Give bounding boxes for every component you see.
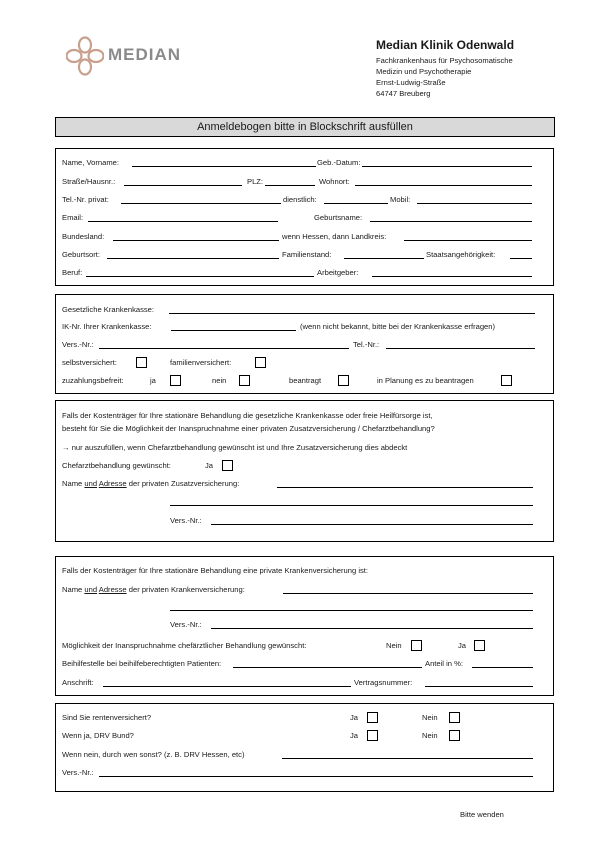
share-label: Anteil in %: [425,659,463,668]
private-yes-checkbox[interactable] [474,640,485,651]
pension-no-label: Nein [422,713,438,722]
email-label: Email: [62,213,84,222]
city-label: Wohnort: [319,177,350,186]
insurance-phone-label: Tel.-Nr.: [353,340,380,349]
copay-no-label: nein [212,376,227,385]
ik-number-label: IK-Nr. Ihrer Krankenkasse: [62,322,152,331]
district-input[interactable] [404,240,532,241]
address-input[interactable] [103,686,351,687]
mobile-label: Mobil: [390,195,411,204]
address-line: Ernst-Ludwig-Straße [376,78,446,87]
logo-wordmark: MEDIAN [108,45,182,64]
street-label: Straße/Hausnr.: [62,177,116,186]
supplementary-number-input[interactable] [211,524,533,525]
name-word: Name [62,585,83,594]
und-word: und [84,479,98,488]
state-input[interactable] [113,240,279,241]
state-label: Bundesland: [62,232,105,241]
private-intro-text: Falls der Kostenträger für Ihre stationäre Behandlung eine private Krankenversicherung ist: [62,566,369,575]
und-word: und [84,585,98,594]
private-insurance-label [62,585,245,594]
marital-status-input[interactable] [344,258,424,259]
chief-intro-text: Falls der Kostenträger für Ihre stationäre Behandlung die gesetzliche Krankenkasse oder freie Heilfürsorge ist, [62,411,433,420]
median-logo [66,36,190,76]
supplementary-insurance-label [62,479,239,488]
copay-no-checkbox[interactable] [239,375,250,386]
private-number-input[interactable] [211,628,533,629]
drv-yes-label: Ja [350,731,359,740]
pension-question-1: Sind Sie rentenversichert? [62,713,152,722]
name-word: Name [62,479,83,488]
marital-status-label: Familienstand: [282,250,332,259]
family-insured-label: familienversichert: [170,358,232,367]
pension-other-input[interactable] [282,758,533,759]
employer-label: Arbeitgeber: [317,268,359,277]
contract-number-input[interactable] [425,686,533,687]
drv-yes-checkbox[interactable] [367,730,378,741]
pension-yes-label: Ja [350,713,359,722]
phone-private-label: Tel.-Nr. privat: [62,195,109,204]
chief-treatment-label: Möglichkeit der Inanspruchnahme chefärztlicher Behandlung gewünscht: [62,641,307,650]
ik-number-input[interactable] [171,330,296,331]
chief-intro-text-2: besteht für Sie die Möglichkeit der Inanspruchnahme einer privaten Zusatzversicherung / Chefarztbehandlung? [62,424,435,433]
address-line: Medizin und Psychotherapie [376,67,472,76]
copay-yes-label: ja [150,376,156,385]
insurance-number-label: Vers.-Nr.: [62,340,94,349]
pension-no-checkbox[interactable] [449,712,460,723]
street-input[interactable] [124,185,242,186]
insurance-section [55,294,554,394]
personal-data-section [55,148,554,286]
contract-number-label: Vertragsnummer: [354,678,413,687]
name-input[interactable] [132,166,316,167]
clinic-name: Median Klinik Odenwald [376,38,515,52]
copay-applied-label: beantragt [289,376,322,385]
chief-yes-checkbox[interactable] [222,460,233,471]
supplementary-insurance-input[interactable] [277,487,533,488]
clinic-address-block [376,38,576,99]
pension-number-input[interactable] [99,776,533,777]
supplementary-number-label: Vers.-Nr.: [170,516,202,525]
birthplace-input[interactable] [107,258,279,259]
pension-section [55,703,554,792]
supplementary-insurance-input-2[interactable] [170,505,533,506]
insurance-phone-input[interactable] [386,348,535,349]
beihilfe-label: Beihilfestelle bei beihilfeberechtigten Patienten: [62,659,222,668]
private-no-label: Nein [386,641,402,650]
share-input[interactable] [472,667,533,668]
insurance-provider-input[interactable] [169,313,535,314]
city-input[interactable] [355,185,532,186]
nationality-input[interactable] [510,258,532,259]
private-insurance-input-2[interactable] [170,610,533,611]
birthplace-label: Geburtsort: [62,250,100,259]
district-label: wenn Hessen, dann Landkreis: [282,232,387,241]
zip-label: PLZ: [247,177,264,186]
copay-planned-label: in Planung es zu beantragen [377,376,474,385]
beihilfe-input[interactable] [233,667,422,668]
insurance-provider-label: Gesetzliche Krankenkasse: [62,305,155,314]
adresse-word: Adresse [98,585,127,594]
pension-question-2: Wenn ja, DRV Bund? [62,731,134,740]
private-insurance-section [55,556,554,696]
ik-number-hint: (wenn nicht bekannt, bitte bei der Krankenkasse erfragen) [300,322,496,331]
private-no-checkbox[interactable] [411,640,422,651]
copay-exempt-label: zuzahlungsbefreit: [62,376,124,385]
birthdate-label: Geb.-Datum: [317,158,361,167]
chief-wish-label: Chefarztbehandlung gewünscht: [62,461,171,470]
zip-input[interactable] [265,185,315,186]
median-logo-icon [66,36,104,76]
pension-number-label: Vers.-Nr.: [62,768,94,777]
copay-planned-checkbox[interactable] [501,375,512,386]
insurance-number-input[interactable] [99,348,349,349]
name-label: Name, Vorname: [62,158,119,167]
private-number-label: Vers.-Nr.: [170,620,202,629]
family-insured-checkbox[interactable] [255,357,266,368]
birthdate-input[interactable] [362,166,532,167]
email-input[interactable] [88,221,278,222]
chief-yes-label: Ja [205,461,214,470]
chief-physician-section [55,400,554,542]
page-footer: Bitte wenden [460,810,504,819]
job-input[interactable] [86,276,314,277]
address-label: Anschrift: [62,678,94,687]
self-insured-label: selbstversichert: [62,358,117,367]
label-rest: der privaten Zusatzversicherung: [128,479,240,488]
address-line: 64747 Breuberg [376,89,431,98]
birthname-input[interactable] [370,221,532,222]
employer-input[interactable] [372,276,532,277]
form-title: Anmeldebogen bitte in Blockschrift ausfüllen [55,117,555,137]
copay-yes-checkbox[interactable] [170,375,181,386]
drv-no-checkbox[interactable] [449,730,460,741]
address-line: Fachkrankenhaus für Psychosomatische [376,56,513,65]
label-rest: der privaten Krankenversicherung: [128,585,245,594]
private-insurance-input[interactable] [283,593,533,594]
phone-private-input[interactable] [121,203,281,204]
copay-applied-checkbox[interactable] [338,375,349,386]
self-insured-checkbox[interactable] [136,357,147,368]
chief-note-text: → nur auszufüllen, wenn Chefarztbehandlung gewünscht ist und Ihre Zusatzversicherung dies abdeckt [62,443,408,452]
pension-yes-checkbox[interactable] [367,712,378,723]
phone-work-input[interactable] [324,203,388,204]
adresse-word: Adresse [98,479,127,488]
pension-question-3: Wenn nein, durch wen sonst? (z. B. DRV Hessen, etc) [62,750,245,759]
job-label: Beruf: [62,268,83,277]
birthname-label: Geburtsname: [314,213,363,222]
mobile-input[interactable] [417,203,532,204]
nationality-label: Staatsangehörigkeit: [426,250,496,259]
drv-no-label: Nein [422,731,438,740]
private-yes-label: Ja [458,641,467,650]
phone-work-label: dienstlich: [283,195,317,204]
